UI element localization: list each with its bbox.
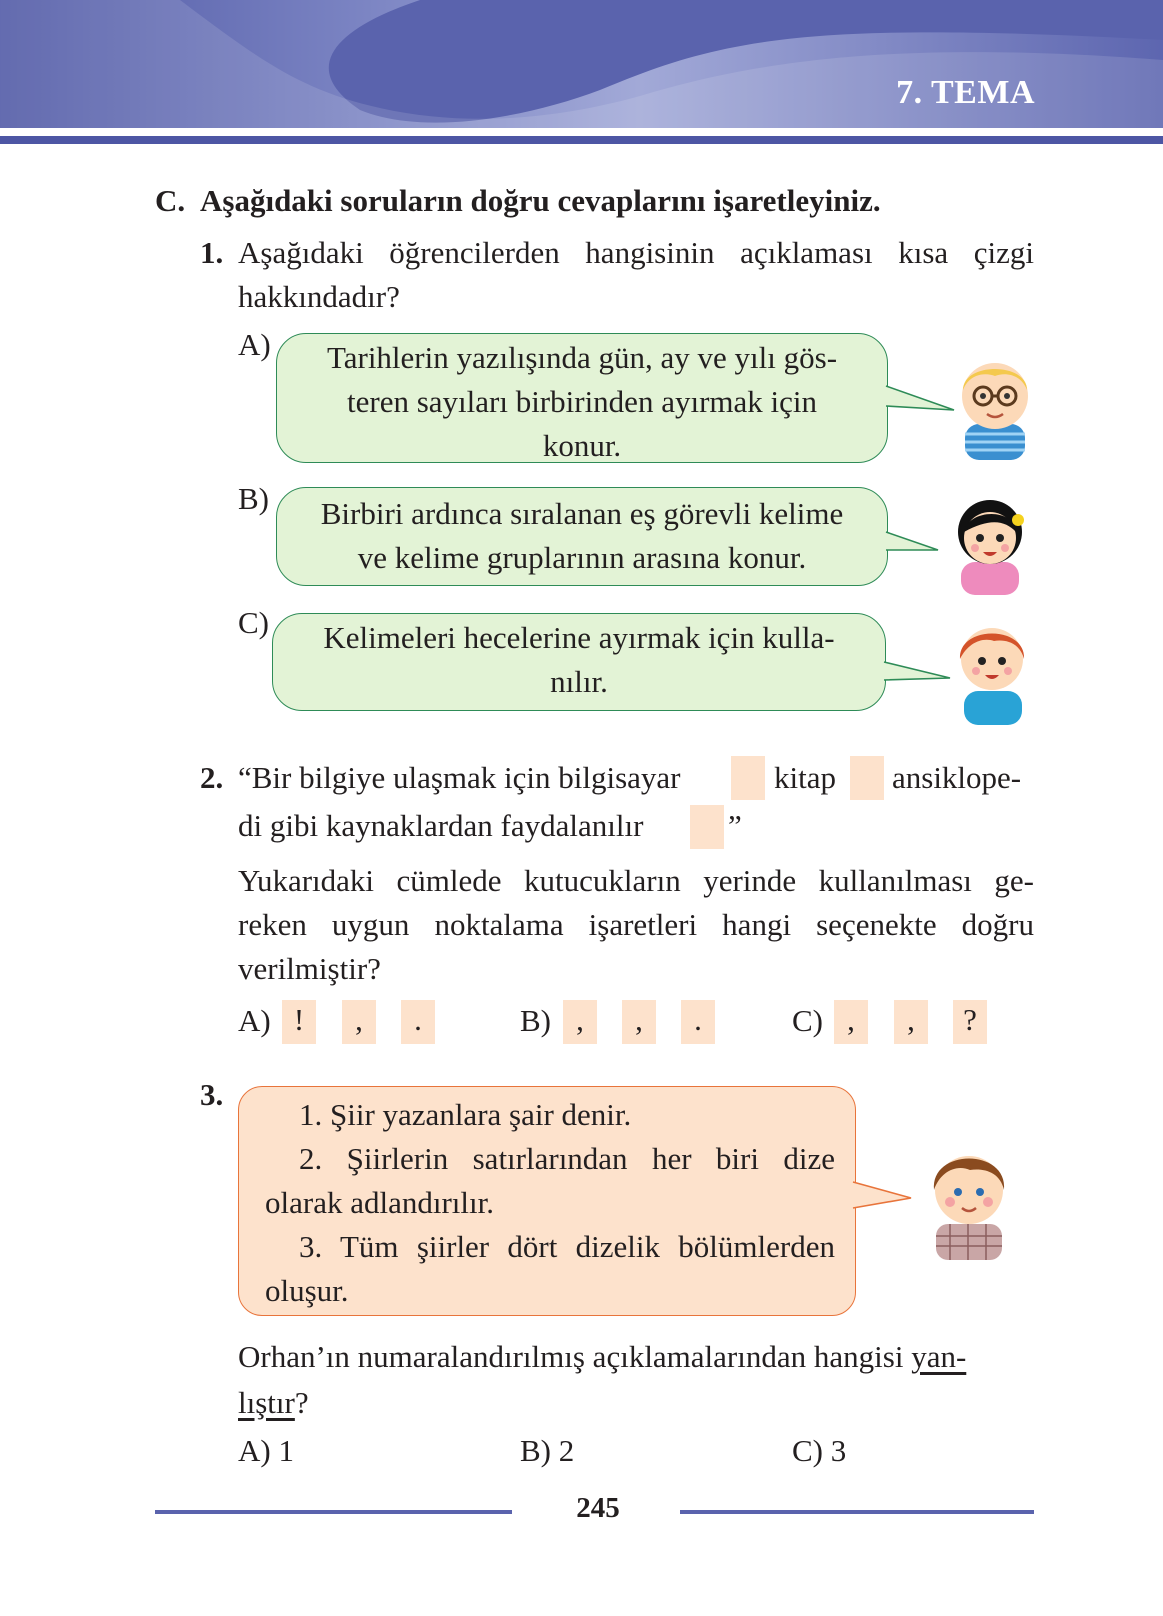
answer-mark: , — [576, 1002, 584, 1037]
q1-text-line1: Aşağıdaki öğrencilerden hangisinin açıklaması kısa çizgi — [238, 235, 1034, 270]
q2-option-a-label[interactable]: A) — [238, 1003, 271, 1038]
q2-option-b-label[interactable]: B) — [520, 1003, 551, 1038]
answer-mark: ! — [293, 1002, 305, 1037]
q1-number: 1. — [200, 235, 224, 270]
answer-mark: , — [907, 1002, 915, 1037]
q3-option-a[interactable]: A) 1 — [238, 1433, 294, 1468]
q1-option-a-line: teren sayıları birbirinden ayırmak için — [347, 384, 817, 419]
q2-question-line: reken uygun noktalama işaretleri hangi seçenekte doğru — [238, 907, 1034, 942]
q1-option-a-label[interactable]: A) — [238, 327, 271, 362]
q1-option-a-line: konur. — [542, 428, 622, 463]
q1-option-b-bubble[interactable] — [276, 487, 888, 586]
q1-option-b-line: ve kelime gruplarının arasına konur. — [357, 540, 807, 575]
page-number: 245 — [576, 1492, 620, 1524]
theme-label: 7. TEMA — [896, 74, 1035, 111]
q2-question-line: verilmiştir? — [238, 951, 381, 986]
q3-option-b[interactable]: B) 2 — [520, 1433, 575, 1468]
blank-box — [731, 756, 765, 800]
answer-mark: , — [355, 1002, 363, 1037]
q2-sentence-part3: ansiklope- — [892, 760, 1022, 795]
section-letter: C. — [155, 183, 186, 218]
q2-sentence-part2: kitap — [774, 760, 836, 795]
q2-sentence-part1: “Bir bilgiye ulaşmak için bilgisayar — [238, 760, 681, 795]
q3-question — [238, 1334, 966, 1380]
answer-mark: . — [694, 1002, 702, 1037]
answer-mark: , — [847, 1002, 855, 1037]
q3-statements-bubble — [238, 1086, 856, 1316]
q1-option-a-line: Tarihlerin yazılışında gün, ay ve yılı gös- — [326, 340, 838, 375]
q1-option-c-line: nılır. — [550, 664, 608, 699]
boy-with-glasses-icon — [955, 350, 1035, 460]
q3-question-prefix: Orhan’ın numaralandırılmış açıklamalarından hangisi — [238, 1339, 904, 1374]
q3-option-c[interactable]: C) 3 — [792, 1433, 847, 1468]
red-haired-boy-icon — [950, 615, 1035, 725]
q1-option-c-line: Kelimeleri hecelerine ayırmak için kulla- — [323, 620, 835, 655]
q3-statement: oluşur. — [265, 1273, 349, 1308]
q1-option-b-label[interactable]: B) — [238, 481, 269, 516]
footer-rule-left — [155, 1510, 512, 1514]
section-instruction: Aşağıdaki soruların doğru cevaplarını işaretleyiniz. — [200, 183, 881, 218]
q3-question-line2 — [238, 1380, 309, 1426]
bubble-tail — [884, 658, 954, 698]
bubble-tail — [853, 1178, 913, 1218]
q3-question-suffix: ? — [294, 1385, 309, 1420]
q1-option-c-bubble[interactable] — [272, 613, 886, 711]
answer-mark: ? — [963, 1002, 977, 1037]
girl-icon — [945, 490, 1035, 595]
q1-option-a-bubble[interactable] — [276, 333, 888, 463]
q3-statement: olarak adlandırılır. — [265, 1185, 494, 1220]
q2-sentence-part5: ” — [728, 808, 742, 843]
q3-statement: 2. Şiirlerin satırlarından her biri dize — [299, 1141, 835, 1176]
answer-mark: , — [635, 1002, 643, 1037]
orhan-boy-icon — [922, 1140, 1017, 1260]
answer-mark: . — [414, 1002, 422, 1037]
q2-sentence-part4: di gibi kaynaklardan faydalanılır — [238, 808, 644, 843]
bubble-tail — [886, 380, 956, 420]
q3-question-underlined: lıştır — [238, 1385, 295, 1420]
q2-option-c-label[interactable]: C) — [792, 1003, 823, 1038]
q3-number: 3. — [200, 1077, 224, 1112]
blank-box — [690, 805, 724, 849]
q2-question-line: Yukarıdaki cümlede kutucukların yerinde kullanılması ge- — [238, 863, 1034, 898]
q2-number: 2. — [200, 760, 224, 795]
blank-box — [850, 756, 884, 800]
q1-option-c-label[interactable]: C) — [238, 605, 269, 640]
q3-statement: 1. Şiir yazanlara şair denir. — [299, 1097, 632, 1132]
footer-rule-right — [680, 1510, 1034, 1514]
q3-statement: 3. Tüm şiirler dört dizelik bölümlerden — [299, 1229, 835, 1264]
q3-question-underlined: yan- — [911, 1339, 967, 1374]
q1-text-line2: hakkındadır? — [238, 279, 400, 314]
q1-option-b-line: Birbiri ardınca sıralanan eş görevli kelime — [320, 496, 844, 531]
